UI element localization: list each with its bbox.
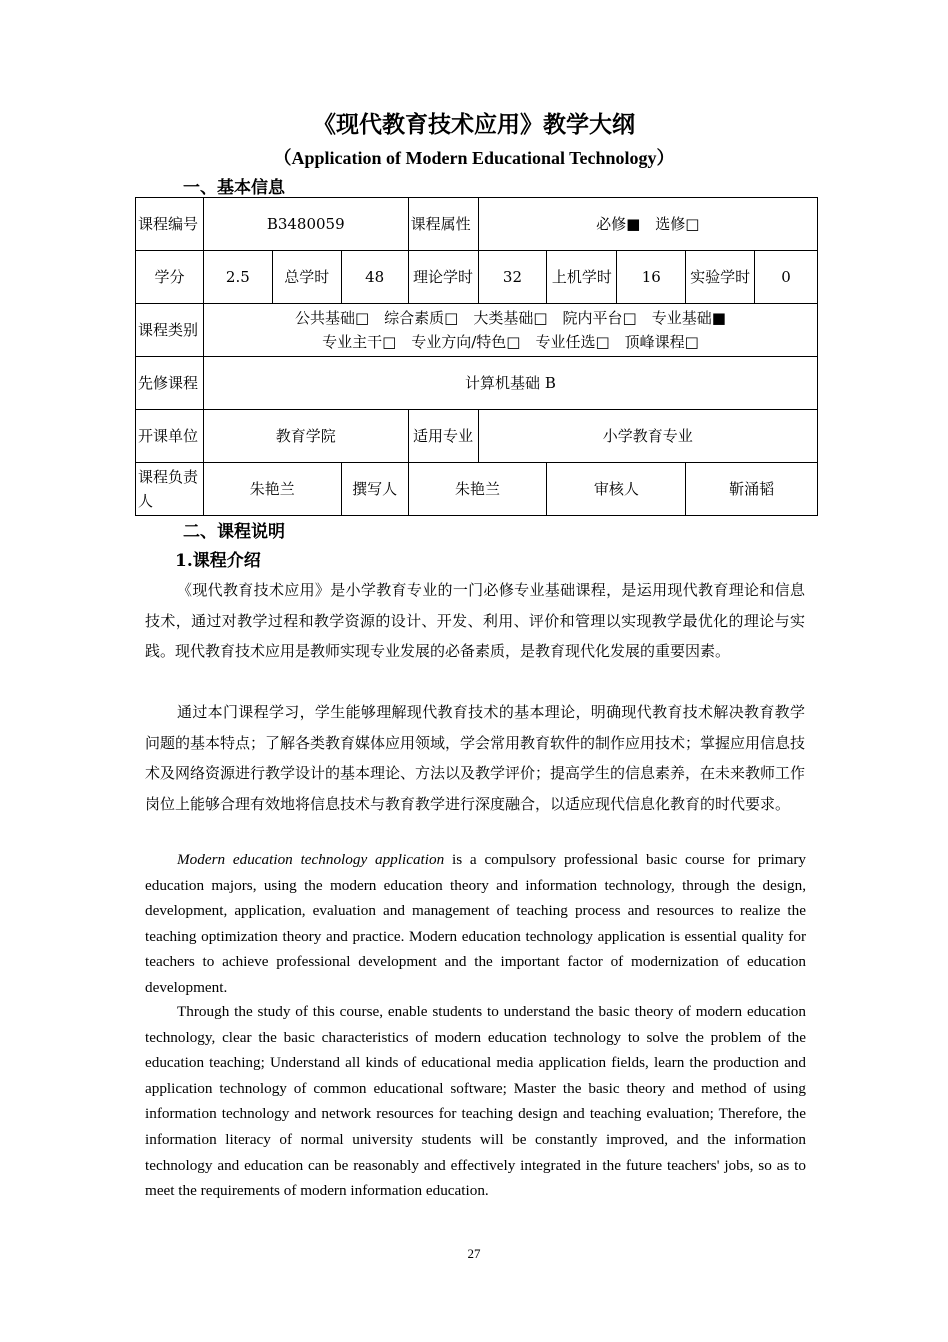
department-value: 教育学院 bbox=[203, 410, 408, 463]
section-heading-course-description: 二、课程说明 bbox=[183, 522, 285, 542]
document-subtitle: （Application of Modern Educational Technology） bbox=[273, 148, 675, 168]
paragraph-cn-1: 《现代教育技术应用》是小学教育专业的一门必修专业基础课程，是运用现代教育理论和信息技术，通过对教学过程和教学资源的设计、开发、利用、评价和管理以实现教学最优化的理论与实践。现代教育技术应用是教师实现专业发展的必备素质，是教育现代化发展的重要因素。 bbox=[145, 581, 805, 661]
course-info-table bbox=[135, 197, 818, 516]
subsection-heading-intro: 1.课程介绍 bbox=[175, 551, 261, 571]
course-owner-label: 课程负责人 bbox=[136, 463, 204, 516]
course-category-line1: 公共基础□ 综合素质□ 大类基础□ 院内平台□ 专业基础■ bbox=[295, 309, 726, 327]
writer-label: 撰写人 bbox=[341, 463, 408, 516]
applicable-major-value: 小学教育专业 bbox=[478, 410, 818, 463]
table-row bbox=[136, 251, 818, 304]
course-category-line2: 专业主干□ 专业方向/特色□ 专业任选□ 顶峰课程□ bbox=[322, 333, 699, 351]
total-hours-label: 总学时 bbox=[272, 251, 341, 304]
prerequisite-label: 先修课程 bbox=[136, 357, 204, 410]
course-category-options bbox=[203, 304, 817, 357]
paragraph-cn-2: 通过本门课程学习，学生能够理解现代教育技术的基本理论，明确现代教育技术解决教育教学问题的基本特点；了解各类教育媒体应用领域，学会常用教育软件的制作应用技术；掌握应用信息技术及网络资源进行教学设计的基本理论、方法以及教学评价；提高学生的信息素养，在未来教师工作岗位上能够合理有效地将信息技术与教育教学进行深度融合，以适应现代信息化教育的时代要求。 bbox=[145, 703, 806, 813]
paragraph-en-1 bbox=[145, 847, 806, 1001]
document-title: 《现代教育技术应用》教学大纲 bbox=[313, 111, 635, 138]
reviewer-label: 审核人 bbox=[547, 463, 686, 516]
section-heading-basic-info: 一、基本信息 bbox=[183, 178, 285, 198]
table-row bbox=[136, 410, 818, 463]
course-attribute-label: 课程属性 bbox=[408, 198, 478, 251]
credit-value: 2.5 bbox=[203, 251, 272, 304]
computer-hours-value: 16 bbox=[617, 251, 686, 304]
course-attribute-value: 必修■ 选修□ bbox=[478, 198, 818, 251]
total-hours-value: 48 bbox=[341, 251, 408, 304]
table-row bbox=[136, 357, 818, 410]
computer-hours-label: 上机学时 bbox=[547, 251, 617, 304]
writer-value: 朱艳兰 bbox=[408, 463, 547, 516]
prerequisite-value: 计算机基础 B bbox=[203, 357, 817, 410]
table-row bbox=[136, 304, 818, 357]
course-category-label: 课程类别 bbox=[136, 304, 204, 357]
course-number-label: 课程编号 bbox=[136, 198, 204, 251]
applicable-major-label: 适用专业 bbox=[408, 410, 478, 463]
course-number-value: B3480059 bbox=[203, 198, 408, 251]
page-number: 27 bbox=[467, 1246, 481, 1261]
course-owner-value: 朱艳兰 bbox=[203, 463, 341, 516]
course-name-italic: Modern education technology application bbox=[177, 851, 445, 868]
theory-hours-label: 理论学时 bbox=[408, 251, 478, 304]
lab-hours-label: 实验学时 bbox=[686, 251, 755, 304]
paragraph-en-1-text: is a compulsory professional basic course for primary education majors, using the modern education theory and information technology, through the design, development, application, evaluation and management of teaching process and resources to realize the teaching optimization theory and practice. Modern education technology application is essential quality for teachers to achieve professional development and the important factor of modernization of education development. bbox=[145, 851, 806, 996]
paragraph-en-2: Through the study of this course, enable students to understand the basic theory of modern education technology, clear the basic characteristics of modern education technology to solve the problem of the education teaching; Understand all kinds of educational media application fields, learn the production and application technology of common educational software; Master the basic theory and method of using information technology and network resources for teaching design and teaching evaluation; Therefore, the information literacy of normal university students will be constantly improved, and the information technology and education can be reasonably and effectively integrated in the future teachers' jobs, so as to meet the requirements of modern information education. bbox=[145, 1003, 806, 1200]
credit-label: 学分 bbox=[136, 251, 204, 304]
table-row bbox=[136, 463, 818, 516]
lab-hours-value: 0 bbox=[755, 251, 818, 304]
table-row bbox=[136, 198, 818, 251]
theory-hours-value: 32 bbox=[478, 251, 547, 304]
reviewer-value: 靳涌韬 bbox=[686, 463, 818, 516]
department-label: 开课单位 bbox=[136, 410, 204, 463]
